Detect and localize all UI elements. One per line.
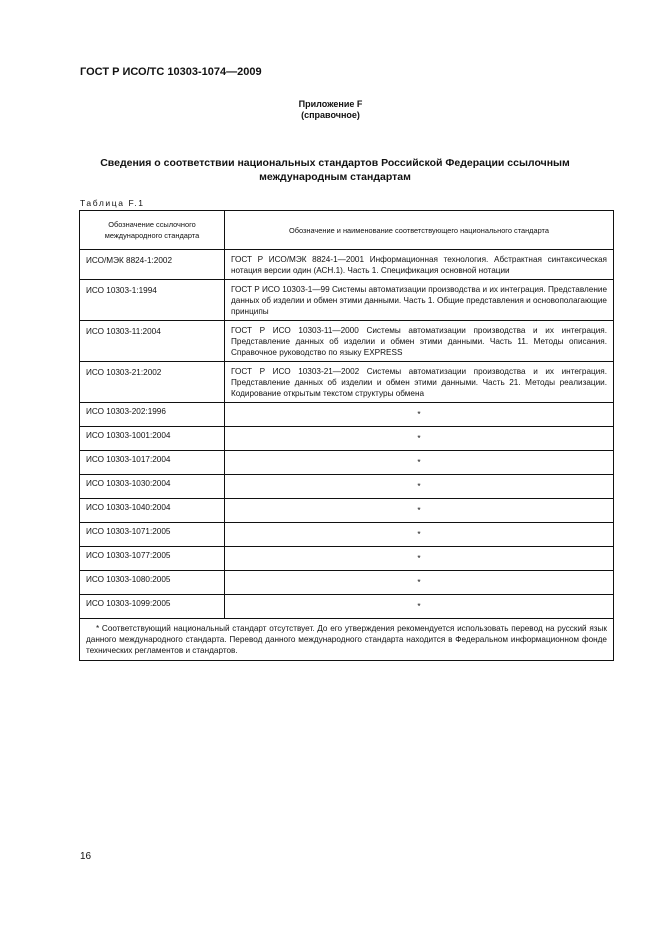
national-standard-absent-mark: * (225, 595, 614, 619)
table-row (80, 475, 614, 499)
national-standard-name: ГОСТ Р ИСО 10303-21—2002 Системы автоматизации производства и их интеграция. Представление данных об изделии и обмен этими данными. Часть 21. Методы реализации. Кодирование открытым текстом структуры обмена (225, 362, 614, 403)
table-row (80, 250, 614, 280)
national-standard-absent-mark: * (225, 571, 614, 595)
table-row (80, 499, 614, 523)
national-standard-absent-mark: * (225, 499, 614, 523)
intl-standard-code: ИСО 10303-1077:2005 (80, 547, 225, 571)
column-header-national: Обозначение и наименование соответствующего национального стандарта (225, 211, 614, 250)
intl-standard-code: ИСО 10303-21:2002 (80, 362, 225, 403)
table-row (80, 403, 614, 427)
intl-standard-code: ИСО 10303-1099:2005 (80, 595, 225, 619)
intl-standard-code: ИСО/МЭК 8824-1:2002 (80, 250, 225, 280)
table-row (80, 547, 614, 571)
intl-standard-code: ИСО 10303-202:1996 (80, 403, 225, 427)
table-row (80, 427, 614, 451)
intl-standard-code: ИСО 10303-1040:2004 (80, 499, 225, 523)
table-footnote (80, 619, 614, 661)
intl-standard-code: ИСО 10303-1001:2004 (80, 427, 225, 451)
table-row (80, 451, 614, 475)
page-number: 16 (80, 851, 92, 862)
annex-title: Приложение F (298, 99, 363, 109)
table-header-row (80, 211, 614, 250)
table-footnote-row (80, 619, 614, 661)
document-header-code: ГОСТ Р ИСО/ТС 10303-1074—2009 (80, 66, 262, 78)
table-row (80, 280, 614, 321)
national-standard-name: ГОСТ Р ИСО 10303-1—99 Системы автоматизации производства и их интеграция. Представление данных об изделии и обмен этими данными. Часть 1. Общие представления и основополагающие принципы (225, 280, 614, 321)
annex-type: (справочное) (301, 110, 360, 120)
section-title: Сведения о соответствии национальных стандартов Российской Федерации ссылочным международным стандартам (100, 157, 570, 183)
column-header-international: Обозначение ссылочного международного стандарта (80, 211, 225, 250)
national-standard-absent-mark: * (225, 451, 614, 475)
intl-standard-code: ИСО 10303-1017:2004 (80, 451, 225, 475)
intl-standard-code: ИСО 10303-1:1994 (80, 280, 225, 321)
annex-heading (0, 99, 661, 121)
national-standard-name: ГОСТ Р ИСО 10303-11—2000 Системы автоматизации производства и их интеграция. Представление данных об изделии и обмен этими данными. Часть 11. Методы описания. Справочное руководство по языку EXPRESS (225, 321, 614, 362)
intl-standard-code: ИСО 10303-1071:2005 (80, 523, 225, 547)
intl-standard-code: ИСО 10303-11:2004 (80, 321, 225, 362)
correspondence-table (79, 210, 614, 661)
national-standard-absent-mark: * (225, 523, 614, 547)
national-standard-absent-mark: * (225, 547, 614, 571)
intl-standard-code: ИСО 10303-1080:2005 (80, 571, 225, 595)
table-row (80, 362, 614, 403)
table-row (80, 595, 614, 619)
table-row (80, 571, 614, 595)
national-standard-absent-mark: * (225, 427, 614, 451)
footnote-text: * Соответствующий национальный стандарт отсутствует. До его утверждения рекомендуется использовать перевод на русский язык данного международного стандарта. Перевод данного международного стандарта находится в Федеральном информационном фонде технических регламентов и стандартов. (86, 624, 607, 655)
intl-standard-code: ИСО 10303-1030:2004 (80, 475, 225, 499)
national-standard-absent-mark: * (225, 403, 614, 427)
table-row (80, 523, 614, 547)
table-row (80, 321, 614, 362)
national-standard-absent-mark: * (225, 475, 614, 499)
table-label: Таблица F.1 (80, 198, 145, 208)
national-standard-name: ГОСТ Р ИСО/МЭК 8824-1—2001 Информационная технология. Абстрактная синтаксическая нотация версии один (АСН.1). Часть 1. Спецификация основной нотации (225, 250, 614, 280)
